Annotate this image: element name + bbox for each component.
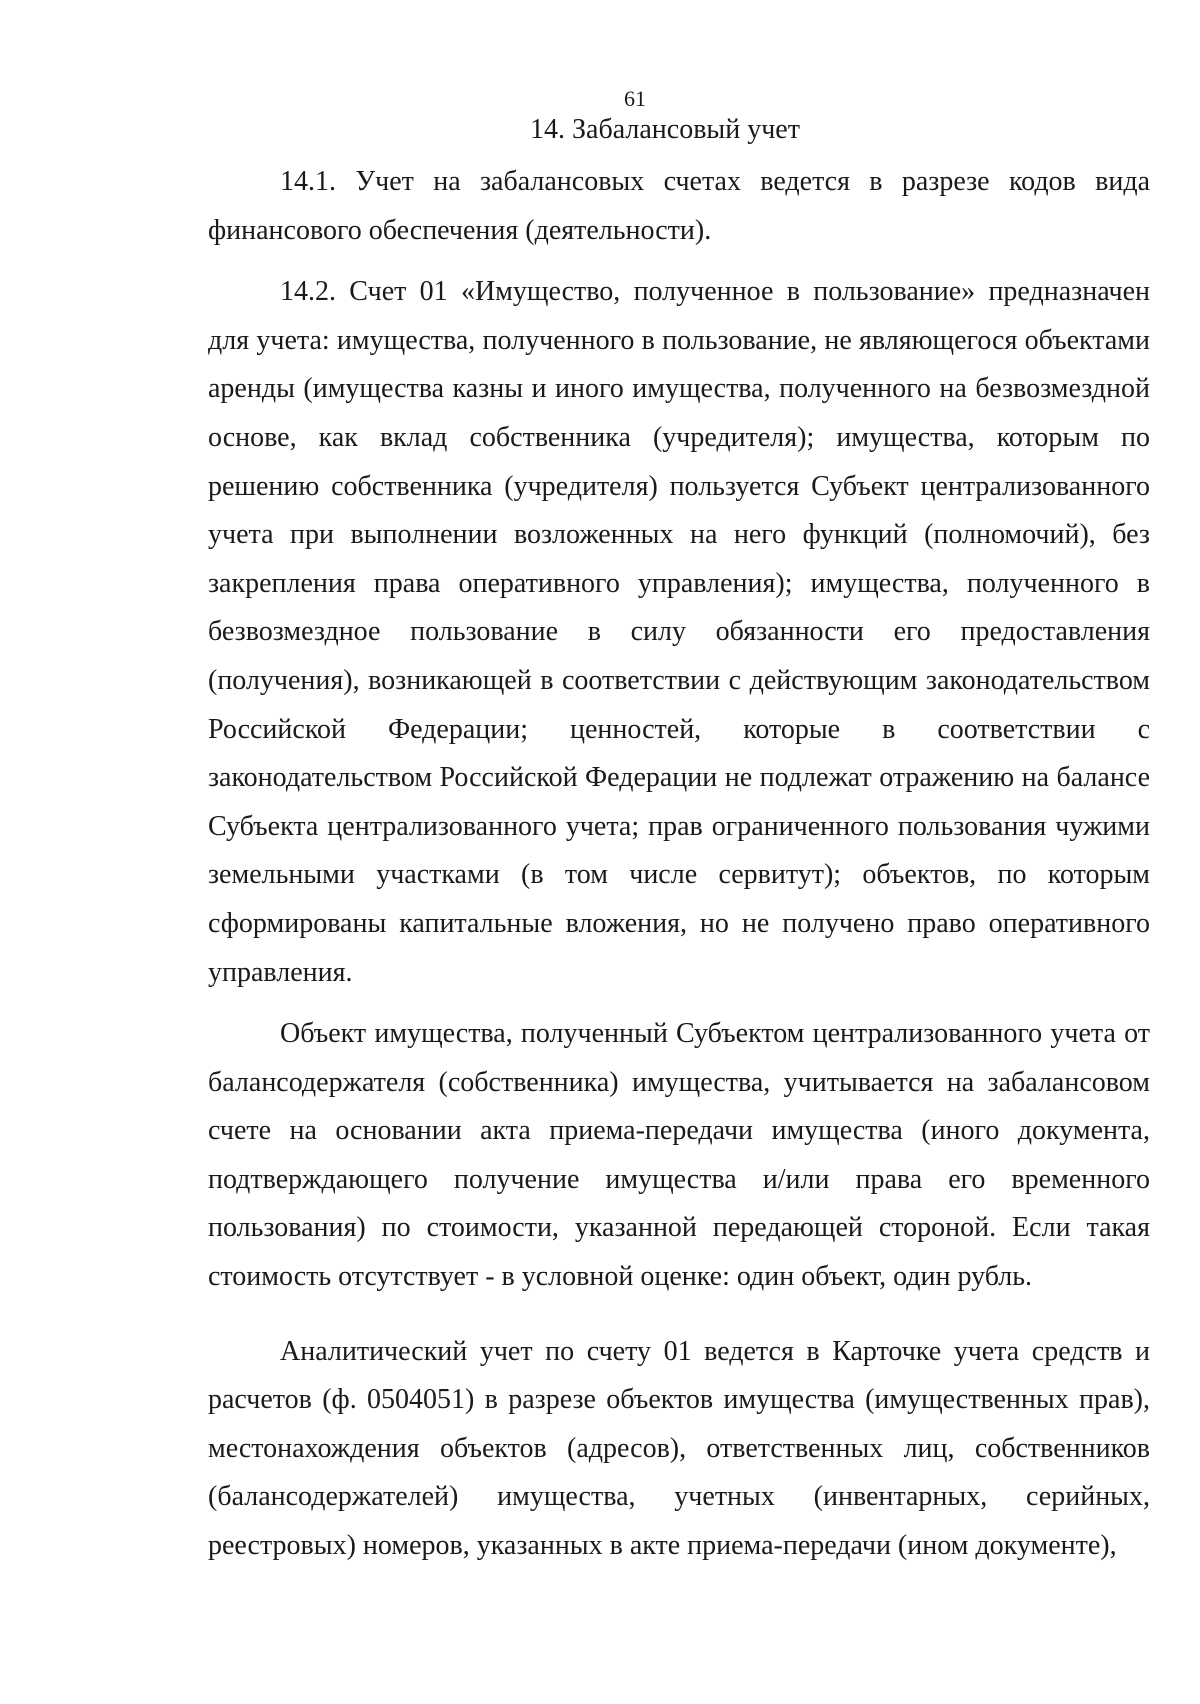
paragraph-object-property: Объект имущества, полученный Субъектом централизованного учета от балансодержателя (собственника) имущества, учитывается на забалансовом счете на основании акта приема-передачи имущества (иного документа, подтверждающего получение имущества и/или права его временного пользования) по стоимости, указанной передающей стороной. Если такая стоимость отсутствует - в условной оценке: один объект, один рубль.	[208, 1018, 1150, 1293]
paragraph-analytic-accounting: Аналитический учет по счету 01 ведется в Карточке учета средств и расчетов (ф. 0504051) в разрезе объектов имущества (имущественных прав), местонахождения объектов (адресов), ответственных лиц, собственников (балансодержателей) имущества, учетных (инвентарных, серийных, реестровых) номеров, указанных в акте приема-передачи (ином документе),	[208, 1335, 1150, 1562]
paragraph-14-1: 14.1. Учет на забалансовых счетах ведется в разрезе кодов вида финансового обеспечения (деятельности).	[208, 166, 1150, 246]
page-number: 61	[624, 86, 646, 111]
section-title: 14. Забалансовый учет	[530, 114, 800, 145]
body-text	[208, 158, 1150, 1571]
paragraph-14-2: 14.2. Счет 01 «Имущество, полученное в пользование» предназначен для учета: имущества, полученного в пользование, не являющегося объектами аренды (имущества казны и иного имущества, полученного на безвозмездной основе, как вклад собственника (учредителя); имущества, которым по решению собственника (учредителя) пользуется Субъект централизованного учета при выполнении возложенных на него функций (полномочий), без закрепления права оперативного управления); имущества, полученного в безвозмездное пользование в силу обязанности его предоставления (получения), возникающей в соответствии с действующим законодательством Российской Федерации; ценностей, которые в соответствии с законодательством Российской Федерации не подлежат отражению на балансе Субъекта централизованного учета; прав ограниченного пользования чужими земельными участками (в том числе сервитут); объектов, по которым сформированы капитальные вложения, но не получено право оперативного управления.	[208, 276, 1150, 988]
